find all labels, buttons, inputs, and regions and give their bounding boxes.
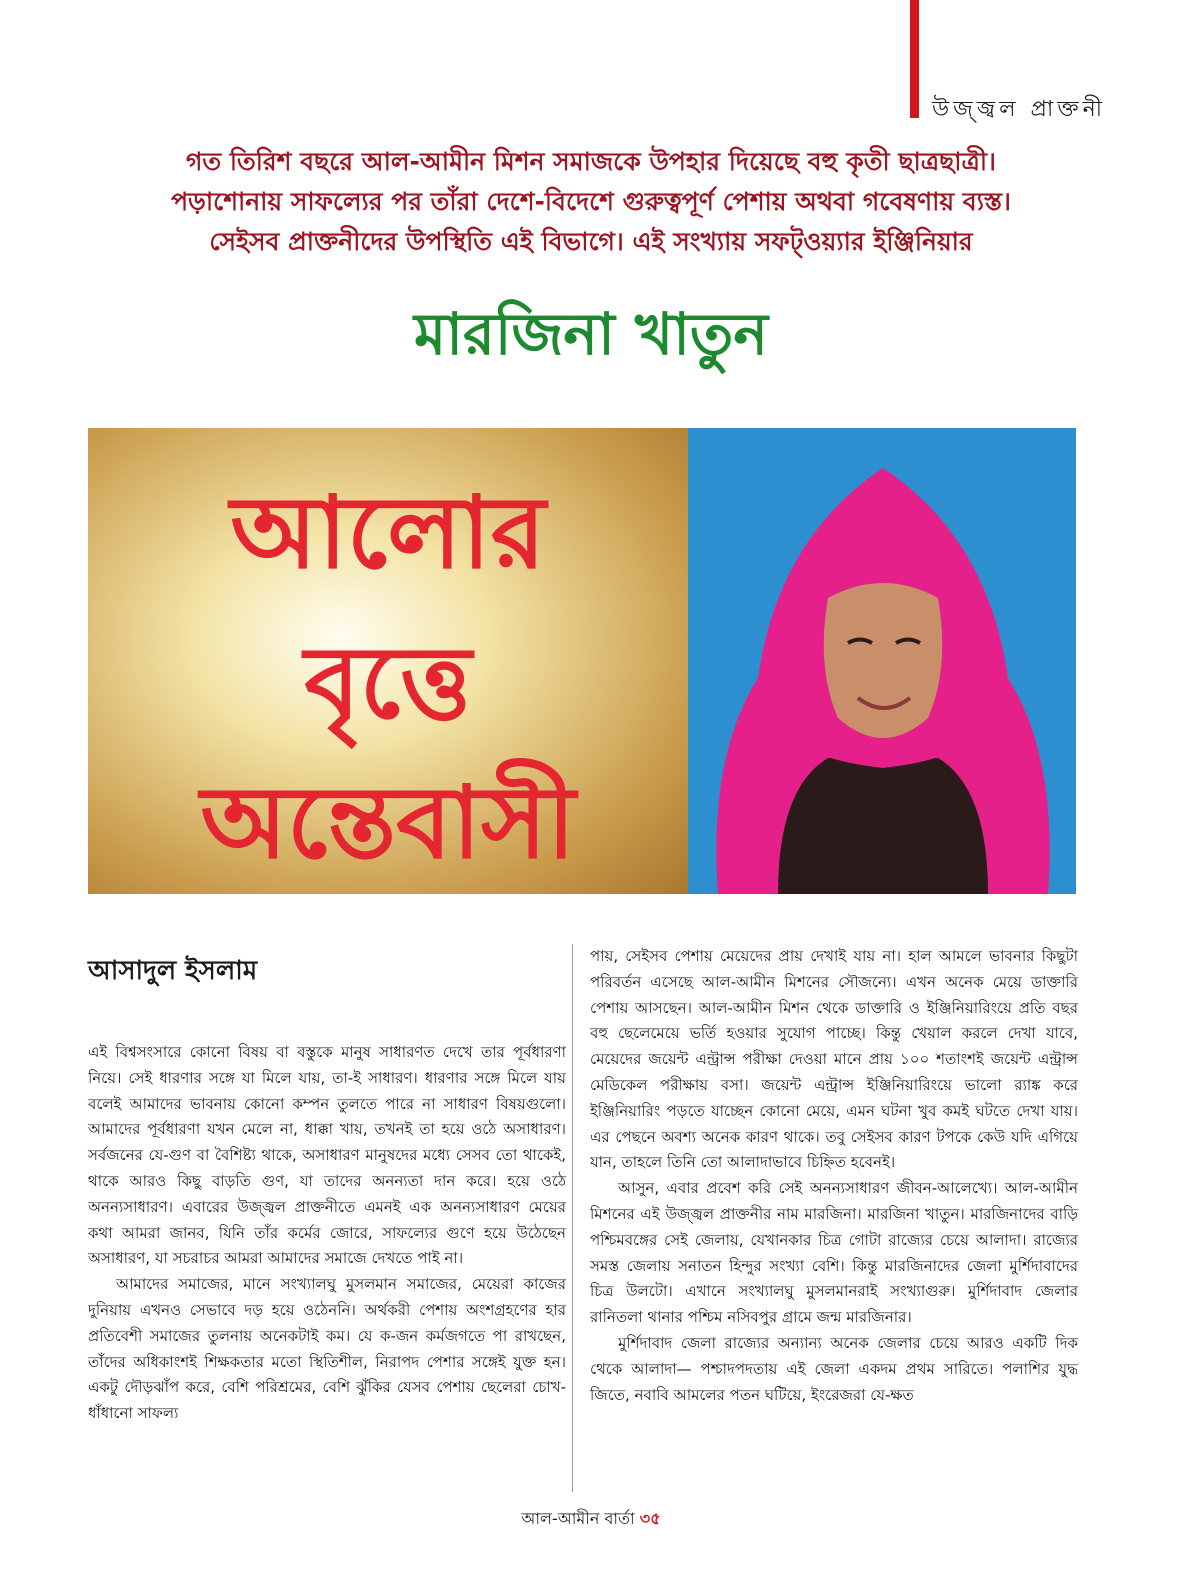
subject-portrait-photo bbox=[688, 428, 1076, 894]
banner-line: আলোর bbox=[230, 474, 546, 591]
banner-line: বৃত্তে bbox=[304, 624, 472, 741]
portrait-illustration bbox=[688, 428, 1076, 894]
feature-banner bbox=[88, 428, 688, 894]
page-number: ৩৫ bbox=[639, 1509, 661, 1528]
section-tag: উজ্জ্বল প্রাক্তনী bbox=[932, 97, 1107, 122]
intro-blurb bbox=[60, 142, 1122, 262]
banner-line: অন্তেবাসী bbox=[200, 764, 576, 881]
article-paragraph: পায়, সেইসব পেশায় মেয়েদের প্রায় দেখাই যায় না। হাল আমলে ভাবনার কিছুটা পরিবর্তন এসেছে আল-আমীন মিশনের সৌজন্যে। এখন অনেক মেয়ে ডাক্তারি পেশায় আসছেন। আল-আমীন মিশন থেকে ডাক্তারি ও ইঞ্জিনিয়ারিংয়ে প্রতি বছর বহু ছেলেমেয়ে ভর্তি হওয়ার সুযোগ পাচ্ছে। কিন্তু খেয়াল করলে দেখা যাবে, মেয়েদের জয়েন্ট এন্ট্রান্স পরীক্ষা দেওয়া মানে প্রায় ১০০ শতাংশই জয়েন্ট এন্ট্রান্স মেডিকেল পরীক্ষায় বসা। জয়েন্ট এন্ট্রান্স ইঞ্জিনিয়ারিংয়ে ভালো র‍্যাঙ্ক করে ইঞ্জিনিয়ারিং পড়তে যাচ্ছেন কোনো মেয়ে, এমন ঘটনা খুব কমই ঘটতে দেখা যায়। এর পেছনে অবশ্য অনেক কারণ থাকে। তবু সেইসব কারণ টপকে কেউ যদি এগিয়ে যান, তাহলে তিনি তো আলাদাভাবে চিহ্নিত হবেনই। bbox=[590, 947, 1078, 1172]
article-paragraph: আসুন, এবার প্রবেশ করি সেই অনন্যসাধারণ জীবন-আলেখ্যে। আল-আমীন মিশনের এই উজ্জ্বল প্রাক্তনীর নাম মারজিনা। মারজিনা খাতুন। মারজিনাদের বাড়ি পশ্চিমবঙ্গের সেই জেলায়, যেখানকার চিত্র গোটা রাজ্যের চেয়ে আলাদা। রাজ্যের সমস্ত জেলায় সনাতন হিন্দুর সংখ্যা বেশি। কিন্তু মারজিনাদের জেলা মুর্শিদাবাদের চিত্র উলটো। এখানে সংখ্যালঘু মুসলমানরাই সংখ্যাগুরু। মুর্শিদাবাদ জেলার রানিতলা থানার পশ্চিম নসিবপুর গ্রামে জন্ম মারজিনার। bbox=[590, 1179, 1078, 1327]
page-footer bbox=[0, 1506, 1182, 1533]
author-byline: আসাদুল ইসলাম bbox=[88, 956, 258, 986]
article-paragraph: আমাদের সমাজের, মানে সংখ্যালঘু মুসলমান সমাজের, মেয়েরা কাজের দুনিয়ায় এখনও সেভাবে দড় হয়ে ওঠেননি। অর্থকরী পেশায় অংশগ্রহণের হার প্রতিবেশী সমাজের তুলনায় অনেকটাই কম। যে ক-জন কর্মজগতে পা রাখছেন, তাঁদের অধিকাংশই শিক্ষকতার মতো স্থিতিশীল, নিরাপদ পেশার সঙ্গেই যুক্ত হন। একটু দৌড়ঝাঁপ করে, বেশি পরিশ্রমের, বেশি ঝুঁকির যেসব পেশায় ছেলেরা চোখ-ধাঁধানো সাফল্য bbox=[88, 1275, 566, 1423]
article-paragraph: মুর্শিদাবাদ জেলা রাজ্যের অন্যান্য অনেক জেলার চেয়ে আরও একটি দিক থেকে আলাদা— পশ্চাদপদতায় এই জেলা একদম প্রথম সারিতে। পলাশির যুদ্ধ জিতে, নবাবি আমলের পতন ঘটিয়ে, ইংরেজরা যে-ক্ষত bbox=[590, 1333, 1078, 1404]
article-paragraph: এই বিশ্বসংসারে কোনো বিষয় বা বস্তুকে মানুষ সাধারণত দেখে তার পূর্বধারণা নিয়ে। সেই ধারণার সঙ্গে যা মিলে যায়, তা-ই সাধারণ। ধারণার সঙ্গে মিলে যায় বলেই আমাদের ভাবনায় কোনো কম্পন তুলতে পারে না সাধারণ বিষয়গুলো। আমাদের পূর্বধারণা যখন মেলে না, ধাক্কা খায়, তখনই তা হয়ে ওঠে অসাধারণ। সর্বজনের যে-গুণ বা বৈশিষ্ট্য থাকে, অসাধারণ মানুষদের মধ্যে সেসব তো থাকেই, থাকে আরও কিছু বাড়তি গুণ, যা তাদের অনন্যতা দান করে। হয়ে ওঠে অনন্যসাধারণ। এবারের উজ্জ্বল প্রাক্তনীতে এমনই এক অনন্যসাধারণ মেয়ের কথা আমরা জানব, যিনি তাঁর কর্মের জোরে, সাফল্যের গুণে হয়ে উঠেছেন অসাধারণ, যা সচরাচর আমরা আমাদের সমাজে দেখতে পাই না। bbox=[88, 1043, 566, 1268]
intro-line: গত তিরিশ বছরে আল-আমীন মিশন সমাজকে উপহার দিয়েছে বহু কৃতী ছাত্রছাত্রী। bbox=[186, 147, 996, 176]
header-accent-bar bbox=[910, 0, 919, 118]
publication-name: আল-আমীন বার্তা bbox=[521, 1509, 635, 1528]
column-divider bbox=[572, 944, 573, 1492]
article-column-left bbox=[88, 1040, 566, 1427]
article-column-right bbox=[590, 944, 1078, 1408]
subject-name-title: মারজিনা খাতুন bbox=[413, 300, 769, 368]
intro-line: সেইসব প্রাক্তনীদের উপস্থিতি এই বিভাগে। এই সংখ্যায় সফট্‌ওয়্যার ইঞ্জিনিয়ার bbox=[209, 227, 973, 256]
intro-line: পড়াশোনায় সাফল্যের পর তাঁরা দেশে-বিদেশে গুরুত্বপূর্ণ পেশায় অথবা গবেষণায় ব্যস্ত। bbox=[171, 187, 1011, 216]
